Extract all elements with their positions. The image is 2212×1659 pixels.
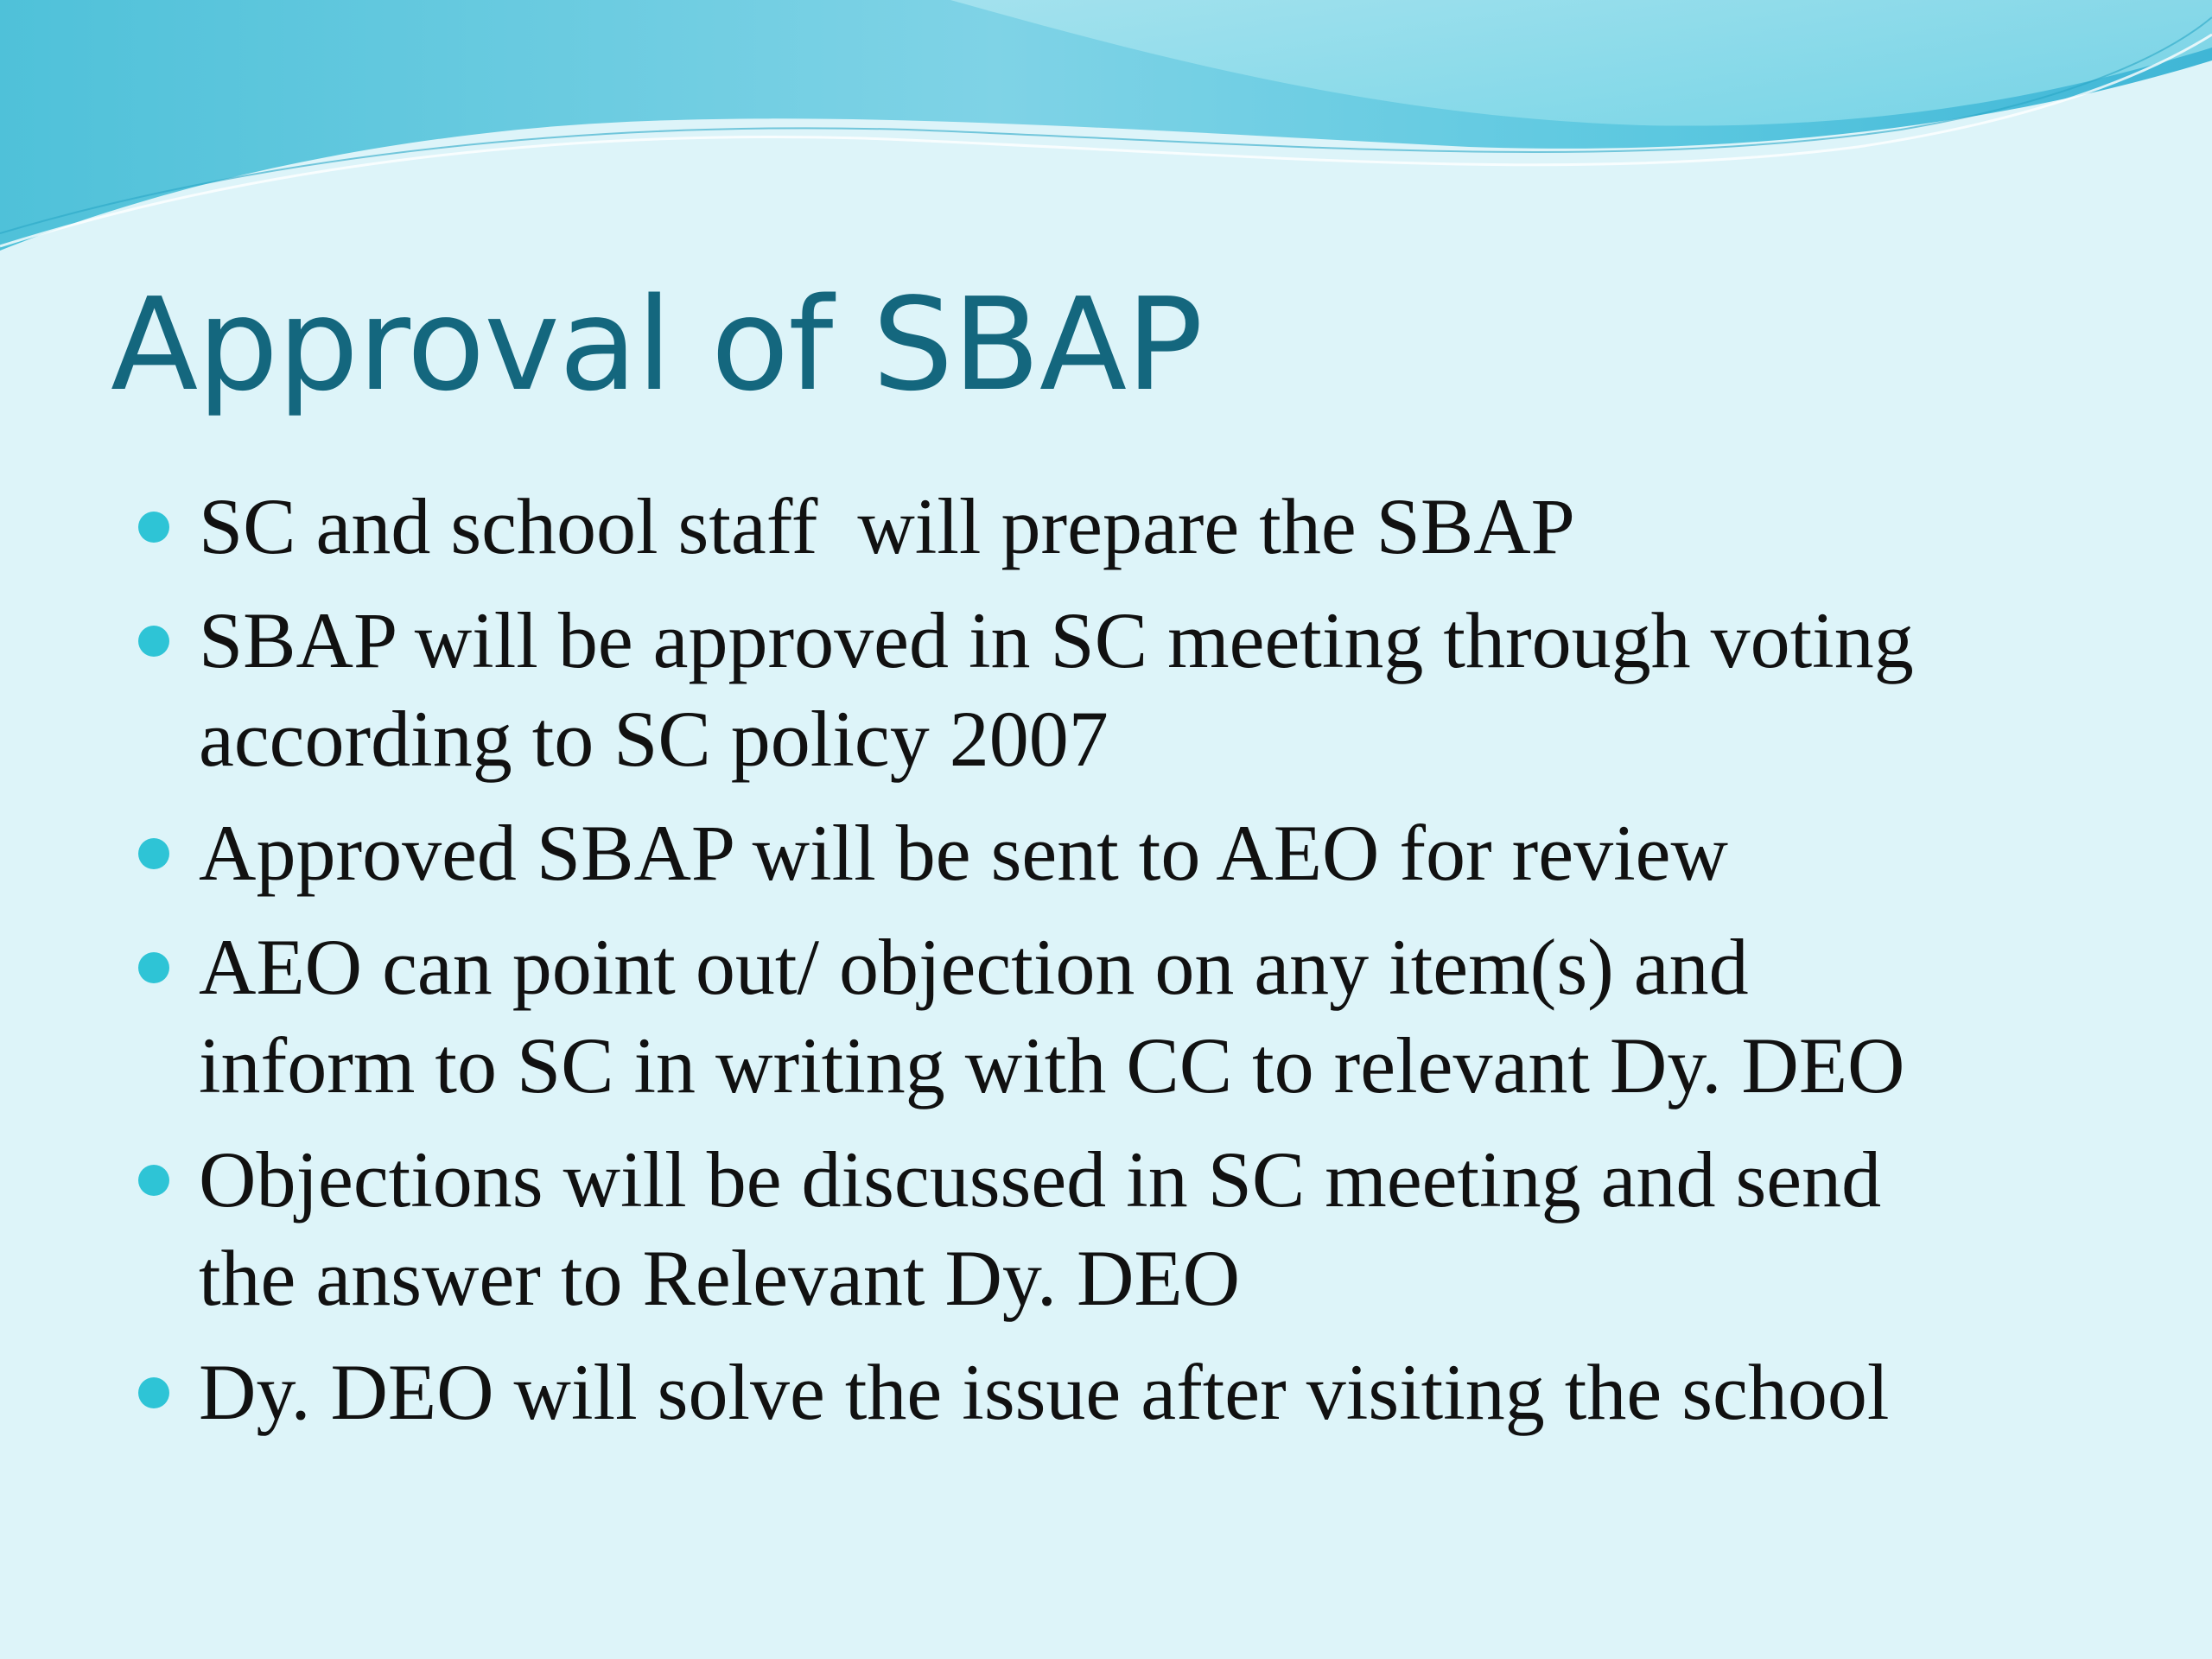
bullet-text: Objections will be discussed in SC meeting and send: [199, 1135, 1882, 1224]
bullet-text: Approved SBAP will be sent to AEO for review: [199, 809, 1728, 897]
bullet-item: [0, 1343, 2100, 1441]
bullet-item: [0, 804, 2100, 902]
bullet-text-continued: the answer to Relevant Dy. DEO: [199, 1234, 1241, 1322]
bullet-dot-icon: [138, 952, 169, 983]
bullet-item: [0, 918, 2100, 1115]
bullet-text-continued: according to SC policy 2007: [199, 695, 1109, 783]
bullet-dot-icon: [138, 838, 169, 869]
bullet-item: [0, 477, 2100, 575]
bullet-item: [0, 591, 2100, 788]
bullet-item: [0, 1130, 2100, 1327]
bullet-list: [0, 477, 2212, 1457]
bullet-dot-icon: [138, 512, 169, 543]
bullet-text: AEO can point out/ objection on any item(s) and: [199, 923, 1749, 1011]
bullet-text: SBAP will be approved in SC meeting through voting: [199, 596, 1914, 684]
slide-title: Approval of SBAP: [111, 270, 1203, 419]
bullet-dot-icon: [138, 1165, 169, 1196]
header-wave-decoration: [0, 0, 2212, 276]
bullet-dot-icon: [138, 626, 169, 657]
bullet-dot-icon: [138, 1377, 169, 1408]
bullet-text: SC and school staff will prepare the SBAP: [199, 482, 1575, 570]
bullet-text: Dy. DEO will solve the issue after visiting the school: [199, 1348, 1890, 1436]
bullet-text-continued: inform to SC in writing with CC to relevant Dy. DEO: [199, 1021, 1905, 1109]
